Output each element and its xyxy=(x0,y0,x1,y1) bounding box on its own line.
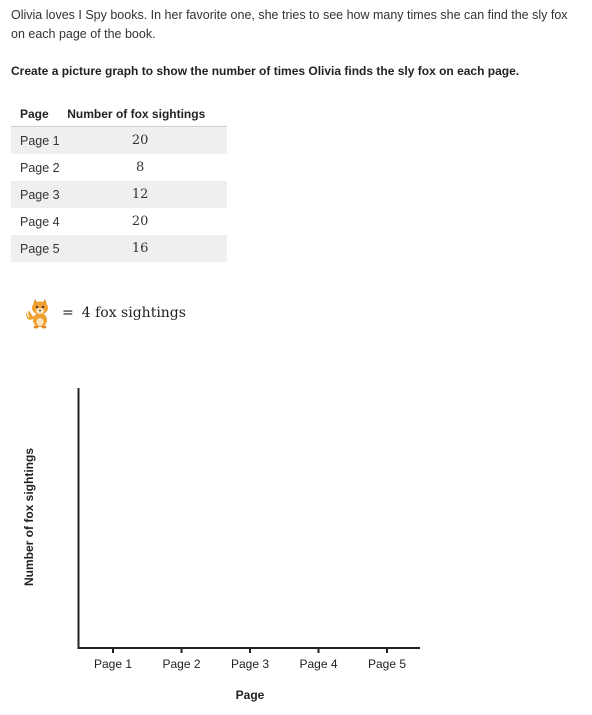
x-axis-ticks xyxy=(94,648,406,671)
row-count: 16 xyxy=(67,235,227,262)
row-page: Page 5 xyxy=(11,235,67,262)
fox-icon xyxy=(24,296,56,330)
row-page: Page 1 xyxy=(11,127,67,155)
row-page: Page 4 xyxy=(20,214,60,229)
intro-text: Olivia loves I Spy books. In her favorite one, she tries to see how many times she can find the sly fox on each page of the book. xyxy=(11,8,568,41)
x-tick-label: Page 5 xyxy=(367,657,407,671)
header-page: Page xyxy=(11,102,67,127)
table-row xyxy=(11,181,227,208)
row-page: Page 2 xyxy=(20,160,60,175)
row-count: 12 xyxy=(67,181,227,208)
table-row xyxy=(11,208,227,235)
key-value: 4 fox sightings xyxy=(81,305,186,321)
picture-graph xyxy=(0,380,592,715)
row-count: 20 xyxy=(67,127,227,155)
task-instruction: Create a picture graph to show the number of times Olivia finds the sly fox on each page. xyxy=(11,64,520,78)
table-row xyxy=(11,154,227,181)
x-tick-label: Page 4 xyxy=(299,657,338,671)
table-header-row xyxy=(11,102,227,127)
fox-sightings-table xyxy=(11,102,227,262)
x-tick-label: Page 1 xyxy=(93,657,133,671)
row-page: Page 3 xyxy=(11,181,67,208)
table-row xyxy=(11,127,227,155)
table-row xyxy=(11,235,227,262)
row-count: 8 xyxy=(135,160,145,175)
header-sightings: Number of fox sightings xyxy=(67,102,227,127)
key-equals: = xyxy=(62,305,74,321)
x-tick-label: Page 2 xyxy=(162,657,201,671)
picture-key xyxy=(24,296,186,330)
row-count: 20 xyxy=(131,214,149,229)
x-tick-label: Page 3 xyxy=(230,657,270,671)
x-axis-label: Page xyxy=(235,688,265,702)
y-axis-label: Number of fox sightings xyxy=(22,448,36,586)
